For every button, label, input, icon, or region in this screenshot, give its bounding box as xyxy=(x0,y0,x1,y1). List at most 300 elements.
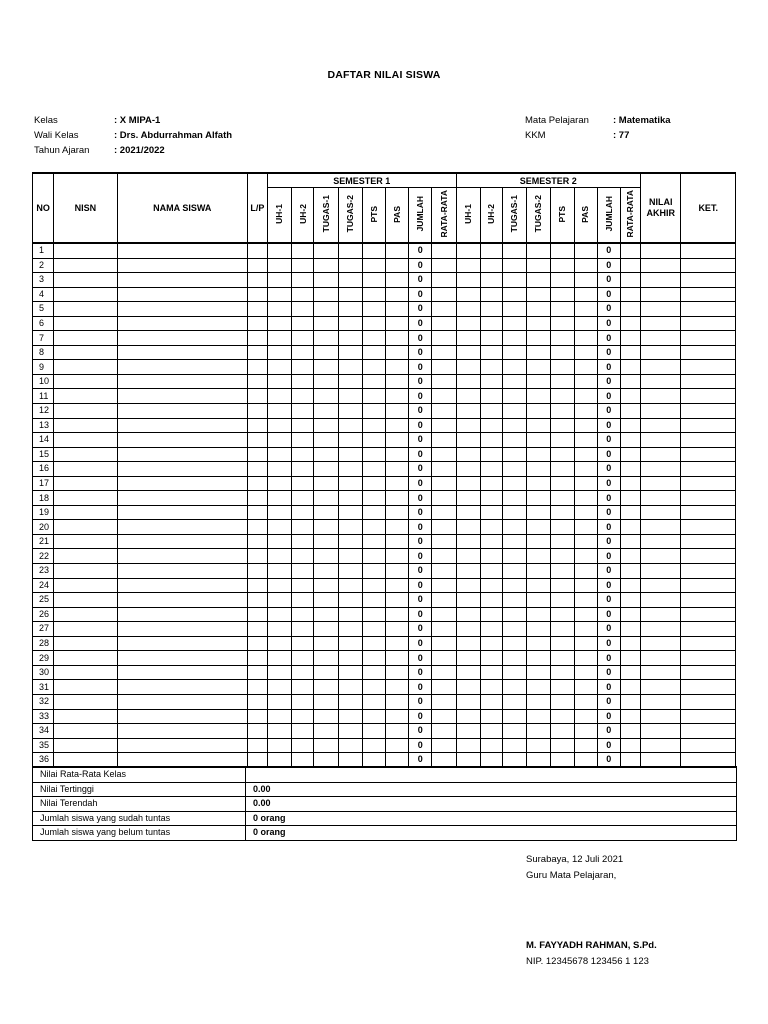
grade-cell xyxy=(362,447,385,462)
grade-cell xyxy=(527,447,551,462)
grade-cell xyxy=(456,287,480,302)
grade-cell xyxy=(502,243,526,258)
grade-cell xyxy=(362,258,385,273)
grade-cell xyxy=(527,534,551,549)
summary-row xyxy=(33,811,737,826)
grade-cell xyxy=(502,593,526,608)
grade-cell xyxy=(54,433,118,448)
grade-cell xyxy=(267,505,291,520)
grade-cell xyxy=(314,549,338,564)
grade-cell xyxy=(641,534,681,549)
grade-cell xyxy=(54,724,118,739)
grade-cell xyxy=(502,331,526,346)
grade-cell xyxy=(502,622,526,637)
grade-cell xyxy=(641,549,681,564)
grade-cell xyxy=(267,273,291,288)
grade-cell xyxy=(641,447,681,462)
semester-2-jumlah: 0 xyxy=(597,258,620,273)
table-row xyxy=(33,593,736,608)
row-number: 12 xyxy=(33,404,54,419)
grade-cell xyxy=(681,433,736,448)
grade-cell xyxy=(551,534,574,549)
grade-cell xyxy=(527,636,551,651)
grade-cell xyxy=(362,491,385,506)
grade-cell xyxy=(385,491,408,506)
grade-cell xyxy=(247,258,267,273)
signature-header xyxy=(526,852,623,884)
row-number: 26 xyxy=(33,607,54,622)
grade-cell xyxy=(314,345,338,360)
grade-cell xyxy=(247,331,267,346)
grade-cell xyxy=(362,331,385,346)
grade-cell xyxy=(620,462,640,477)
grade-cell xyxy=(620,433,640,448)
grade-cell xyxy=(432,258,456,273)
grade-cell xyxy=(267,476,291,491)
grade-cell xyxy=(117,724,247,739)
grade-cell xyxy=(362,374,385,389)
grade-cell xyxy=(385,243,408,258)
grade-cell xyxy=(314,636,338,651)
grade-cell xyxy=(338,345,362,360)
grade-cell xyxy=(480,607,502,622)
grade-cell xyxy=(314,404,338,419)
grade-cell xyxy=(574,331,597,346)
semester-1-jumlah: 0 xyxy=(409,433,432,448)
grade-cell xyxy=(502,316,526,331)
grade-cell xyxy=(338,578,362,593)
grade-cell xyxy=(432,709,456,724)
grade-cell xyxy=(551,374,574,389)
grade-cell xyxy=(480,418,502,433)
row-number: 3 xyxy=(33,273,54,288)
row-number: 27 xyxy=(33,622,54,637)
row-number: 22 xyxy=(33,549,54,564)
grade-cell xyxy=(362,273,385,288)
grade-cell xyxy=(574,447,597,462)
grade-cell xyxy=(54,491,118,506)
grade-cell xyxy=(247,462,267,477)
grade-cell xyxy=(432,316,456,331)
grade-cell xyxy=(385,593,408,608)
grade-cell xyxy=(385,636,408,651)
grade-cell xyxy=(681,738,736,753)
kelas-value: : X MIPA-1 xyxy=(114,115,161,126)
grade-cell xyxy=(292,578,314,593)
grade-cell xyxy=(267,534,291,549)
grade-cell xyxy=(551,505,574,520)
grade-cell xyxy=(117,738,247,753)
semester-column-label: TUGAS-2 xyxy=(533,195,544,233)
grade-cell xyxy=(247,593,267,608)
grade-cell xyxy=(247,520,267,535)
row-number: 14 xyxy=(33,433,54,448)
grade-cell xyxy=(432,243,456,258)
grade-cell xyxy=(527,331,551,346)
document-title: DAFTAR NILAI SISWA xyxy=(327,69,441,81)
grade-cell xyxy=(338,694,362,709)
grade-cell xyxy=(432,694,456,709)
grade-cell xyxy=(432,374,456,389)
grade-cell xyxy=(54,258,118,273)
grade-cell xyxy=(620,564,640,579)
grade-cell xyxy=(117,345,247,360)
semester-1-jumlah: 0 xyxy=(409,709,432,724)
grade-cell xyxy=(527,622,551,637)
no-header: NO xyxy=(33,173,54,243)
grade-cell xyxy=(432,753,456,768)
grade-cell xyxy=(480,404,502,419)
semester-2-jumlah: 0 xyxy=(597,607,620,622)
grade-cell xyxy=(432,622,456,637)
grade-cell xyxy=(314,243,338,258)
grade-cell xyxy=(527,753,551,768)
grade-cell xyxy=(641,258,681,273)
kelas-label: Kelas xyxy=(34,115,58,126)
grade-cell xyxy=(456,564,480,579)
grade-cell xyxy=(267,462,291,477)
grade-cell xyxy=(314,331,338,346)
grade-cell xyxy=(641,462,681,477)
grade-cell xyxy=(54,243,118,258)
grade-cell xyxy=(338,636,362,651)
grade-cell xyxy=(432,287,456,302)
semester-2-jumlah: 0 xyxy=(597,520,620,535)
grade-cell xyxy=(551,302,574,317)
lp-header: L/P xyxy=(247,173,267,243)
grade-cell xyxy=(574,404,597,419)
table-row xyxy=(33,724,736,739)
grade-cell xyxy=(527,724,551,739)
grade-cell xyxy=(574,564,597,579)
grade-cell xyxy=(54,447,118,462)
grade-cell xyxy=(456,665,480,680)
grade-cell xyxy=(620,607,640,622)
semester-1-jumlah: 0 xyxy=(409,549,432,564)
grade-cell xyxy=(456,753,480,768)
grade-cell xyxy=(681,345,736,360)
grade-cell xyxy=(574,287,597,302)
grade-cell xyxy=(641,418,681,433)
table-row xyxy=(33,243,736,258)
grade-cell xyxy=(362,651,385,666)
grade-cell xyxy=(117,258,247,273)
grade-cell xyxy=(502,520,526,535)
grade-cell xyxy=(681,607,736,622)
grade-cell xyxy=(502,505,526,520)
grade-cell xyxy=(551,593,574,608)
grade-cell xyxy=(54,636,118,651)
grade-cell xyxy=(292,520,314,535)
nama-siswa-header: NAMA SISWA xyxy=(117,173,247,243)
table-row xyxy=(33,418,736,433)
row-number: 19 xyxy=(33,505,54,520)
grade-cell xyxy=(267,302,291,317)
grade-cell xyxy=(292,360,314,375)
grade-cell xyxy=(681,578,736,593)
kkm-label: KKM xyxy=(525,130,546,141)
semester-1-jumlah: 0 xyxy=(409,258,432,273)
grade-cell xyxy=(641,374,681,389)
grade-cell xyxy=(314,491,338,506)
grade-cell xyxy=(314,651,338,666)
grade-cell xyxy=(527,316,551,331)
grade-cell xyxy=(267,520,291,535)
grade-cell xyxy=(480,694,502,709)
grade-cell xyxy=(267,665,291,680)
semester-1-col-jumlah xyxy=(409,188,432,244)
row-number: 13 xyxy=(33,418,54,433)
grade-cell xyxy=(54,665,118,680)
semester-1-col-rata-rata xyxy=(432,188,456,244)
grade-cell xyxy=(502,665,526,680)
grade-cell xyxy=(54,622,118,637)
signer-nip: NIP. 12345678 123456 1 123 xyxy=(526,956,649,967)
grade-cell xyxy=(681,694,736,709)
grade-cell xyxy=(247,578,267,593)
grade-cell xyxy=(247,360,267,375)
grade-cell xyxy=(117,462,247,477)
grade-cell xyxy=(432,360,456,375)
grade-cell xyxy=(117,418,247,433)
grade-cell xyxy=(551,418,574,433)
grade-cell xyxy=(551,345,574,360)
grade-cell xyxy=(574,505,597,520)
table-row xyxy=(33,622,736,637)
grade-cell xyxy=(247,345,267,360)
grade-cell xyxy=(527,418,551,433)
grade-cell xyxy=(338,549,362,564)
grade-cell xyxy=(247,564,267,579)
grade-cell xyxy=(385,505,408,520)
grade-cell xyxy=(247,243,267,258)
semester-2-jumlah: 0 xyxy=(597,622,620,637)
grade-cell xyxy=(247,651,267,666)
grade-cell xyxy=(54,476,118,491)
grade-cell xyxy=(117,680,247,695)
grade-cell xyxy=(247,374,267,389)
semester-2-jumlah: 0 xyxy=(597,447,620,462)
grade-cell xyxy=(54,287,118,302)
grade-cell xyxy=(681,491,736,506)
table-row xyxy=(33,564,736,579)
grade-cell xyxy=(527,287,551,302)
grade-cell xyxy=(247,418,267,433)
grade-cell xyxy=(681,258,736,273)
grade-cell xyxy=(385,316,408,331)
grade-cell xyxy=(574,694,597,709)
summary-row xyxy=(33,797,737,812)
grade-cell xyxy=(641,331,681,346)
grade-cell xyxy=(432,738,456,753)
grade-cell xyxy=(432,564,456,579)
grade-cell xyxy=(456,447,480,462)
grade-cell xyxy=(502,534,526,549)
grade-cell xyxy=(292,724,314,739)
grade-cell xyxy=(385,287,408,302)
row-number: 6 xyxy=(33,316,54,331)
grade-cell xyxy=(502,636,526,651)
grade-cell xyxy=(574,549,597,564)
grade-cell xyxy=(480,491,502,506)
grade-cell xyxy=(314,462,338,477)
grade-cell xyxy=(385,345,408,360)
row-number: 21 xyxy=(33,534,54,549)
grade-cell xyxy=(247,680,267,695)
semester-column-label: TUGAS-1 xyxy=(509,195,520,233)
grade-cell xyxy=(314,258,338,273)
grade-cell xyxy=(620,404,640,419)
grade-cell xyxy=(432,302,456,317)
grade-cell xyxy=(681,316,736,331)
grade-cell xyxy=(362,418,385,433)
grade-cell xyxy=(54,360,118,375)
grade-cell xyxy=(681,360,736,375)
grade-cell xyxy=(456,258,480,273)
grade-cell xyxy=(456,520,480,535)
row-number: 34 xyxy=(33,724,54,739)
grade-cell xyxy=(338,520,362,535)
grade-cell xyxy=(54,404,118,419)
grade-cell xyxy=(338,418,362,433)
semester-column-label: RATA-RATA xyxy=(625,190,636,238)
grade-cell xyxy=(527,680,551,695)
grade-cell xyxy=(314,680,338,695)
grade-cell xyxy=(551,680,574,695)
semester-column-label: PTS xyxy=(557,205,568,223)
table-row xyxy=(33,316,736,331)
grade-cell xyxy=(620,316,640,331)
semester-2-jumlah: 0 xyxy=(597,374,620,389)
grade-cell xyxy=(456,622,480,637)
grade-cell xyxy=(551,331,574,346)
grade-cell xyxy=(527,374,551,389)
grade-cell xyxy=(456,360,480,375)
grade-cell xyxy=(314,374,338,389)
grade-cell xyxy=(502,404,526,419)
grade-cell xyxy=(292,564,314,579)
grade-cell xyxy=(338,607,362,622)
grade-cell xyxy=(362,593,385,608)
summary-value: 0.00 xyxy=(246,782,737,797)
grade-cell xyxy=(480,709,502,724)
semester-2-jumlah: 0 xyxy=(597,651,620,666)
grade-cell xyxy=(267,753,291,768)
grade-cell xyxy=(385,374,408,389)
grade-cell xyxy=(551,258,574,273)
grade-cell xyxy=(456,593,480,608)
grade-cell xyxy=(314,476,338,491)
grade-cell xyxy=(456,316,480,331)
semester-column-label: PTS xyxy=(368,205,379,223)
grade-cell xyxy=(574,476,597,491)
semester-1-col-tugas-2 xyxy=(338,188,362,244)
grade-cell xyxy=(527,302,551,317)
grade-cell xyxy=(362,505,385,520)
grade-cell xyxy=(480,578,502,593)
semester-2-jumlah: 0 xyxy=(597,287,620,302)
grade-cell xyxy=(480,462,502,477)
semester-2-jumlah: 0 xyxy=(597,433,620,448)
semester-2-jumlah: 0 xyxy=(597,665,620,680)
grade-cell xyxy=(502,476,526,491)
grade-cell xyxy=(54,738,118,753)
grade-cell xyxy=(54,680,118,695)
grade-cell xyxy=(681,389,736,404)
grade-cell xyxy=(641,433,681,448)
grade-cell xyxy=(551,404,574,419)
grade-cell xyxy=(502,578,526,593)
grade-cell xyxy=(574,680,597,695)
row-number: 8 xyxy=(33,345,54,360)
semester-column-label: UH-2 xyxy=(297,204,308,224)
grade-cell xyxy=(292,549,314,564)
grade-cell xyxy=(385,753,408,768)
row-number: 24 xyxy=(33,578,54,593)
grade-cell xyxy=(385,433,408,448)
grade-cell xyxy=(527,360,551,375)
grade-cell xyxy=(314,607,338,622)
grade-cell xyxy=(314,753,338,768)
grade-cell xyxy=(502,462,526,477)
grade-cell xyxy=(385,578,408,593)
grade-cell xyxy=(681,374,736,389)
grade-cell xyxy=(480,287,502,302)
grade-cell xyxy=(574,243,597,258)
grade-cell xyxy=(527,433,551,448)
grade-cell xyxy=(247,404,267,419)
grade-cell xyxy=(292,374,314,389)
table-row xyxy=(33,287,736,302)
grade-cell xyxy=(314,433,338,448)
grade-cell xyxy=(362,564,385,579)
grade-cell xyxy=(574,520,597,535)
grade-cell xyxy=(681,418,736,433)
grade-cell xyxy=(267,680,291,695)
grade-cell xyxy=(620,258,640,273)
grade-cell xyxy=(267,724,291,739)
grade-cell xyxy=(620,578,640,593)
grade-cell xyxy=(456,273,480,288)
semester-2-header: SEMESTER 2 xyxy=(456,173,641,188)
grade-cell xyxy=(385,665,408,680)
grade-cell xyxy=(247,753,267,768)
grade-cell xyxy=(117,476,247,491)
grade-cell xyxy=(267,360,291,375)
grade-cell xyxy=(338,564,362,579)
semester-2-jumlah: 0 xyxy=(597,418,620,433)
grade-cell xyxy=(362,738,385,753)
semester-2-jumlah: 0 xyxy=(597,709,620,724)
grade-cell xyxy=(314,564,338,579)
summary-value: 0 orang xyxy=(246,826,737,841)
grade-cell xyxy=(362,549,385,564)
semester-1-jumlah: 0 xyxy=(409,476,432,491)
grade-cell xyxy=(314,709,338,724)
semester-1-jumlah: 0 xyxy=(409,273,432,288)
grade-cell xyxy=(117,287,247,302)
semester-2-jumlah: 0 xyxy=(597,564,620,579)
grade-cell xyxy=(527,404,551,419)
grade-cell xyxy=(362,578,385,593)
grade-cell xyxy=(527,345,551,360)
semester-2-jumlah: 0 xyxy=(597,316,620,331)
grade-cell xyxy=(247,505,267,520)
semester-column-label: UH-1 xyxy=(462,204,473,224)
grade-cell xyxy=(117,564,247,579)
semester-2-col-rata-rata xyxy=(620,188,640,244)
grade-cell xyxy=(338,753,362,768)
